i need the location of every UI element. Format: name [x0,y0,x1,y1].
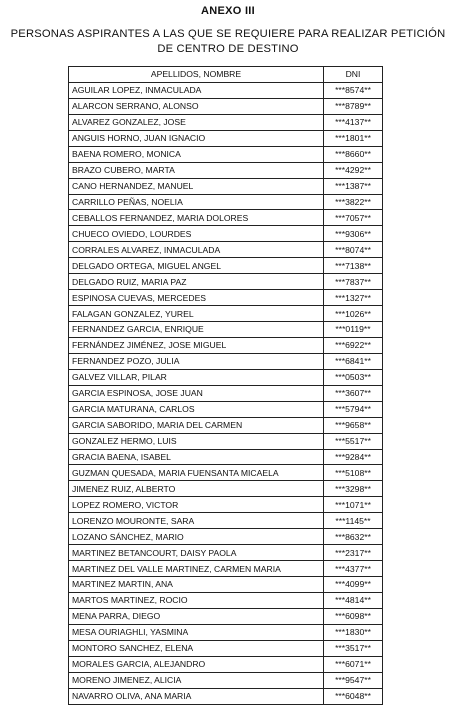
applicant-name-cell: MARTINEZ DEL VALLE MARTINEZ, CARMEN MARIA [69,561,324,577]
table-row [69,178,383,194]
applicant-name-cell: MARTOS MARTINEZ, ROCIO [69,592,324,608]
applicant-name-cell: DELGADO ORTEGA, MIGUEL ANGEL [69,258,324,274]
table-row [69,672,383,688]
applicant-name-cell: LOZANO SÁNCHEZ, MARIO [69,529,324,545]
table-row [69,162,383,178]
applicant-name-cell: MORALES GARCIA, ALEJANDRO [69,656,324,672]
applicant-dni-cell: ***8074** [324,242,383,258]
applicant-name-cell: ALARCON SERRANO, ALONSO [69,98,324,114]
applicant-name-cell: CHUECO OVIEDO, LOURDES [69,226,324,242]
table-row [69,465,383,481]
table-row [69,417,383,433]
applicant-dni-cell: ***7138** [324,258,383,274]
applicant-dni-cell: ***2317** [324,545,383,561]
subtitle-line-1: PERSONAS ASPIRANTES A LAS QUE SE REQUIERE PARA REALIZAR PETICIÓN [10,28,446,40]
applicant-name-cell: FERNANDEZ GARCIA, ENRIQUE [69,322,324,338]
table-row [69,545,383,561]
applicant-name-cell: MONTORO SANCHEZ, ELENA [69,640,324,656]
table-row [69,640,383,656]
table-row [69,258,383,274]
table-body [69,82,383,704]
applicant-dni-cell: ***7057** [324,210,383,226]
applicant-dni-cell: ***5794** [324,401,383,417]
applicant-dni-cell: ***6098** [324,608,383,624]
applicant-name-cell: CEBALLOS FERNANDEZ, MARIA DOLORES [69,210,324,226]
table-row [69,82,383,98]
applicant-name-cell: GONZALEZ HERMO, LUIS [69,433,324,449]
applicant-dni-cell: ***6048** [324,688,383,704]
applicant-name-cell: MESA OURIAGHLI, YASMINA [69,624,324,640]
table-header-row [69,67,383,83]
applicant-dni-cell: ***4814** [324,592,383,608]
applicant-name-cell: GARCIA SABORIDO, MARIA DEL CARMEN [69,417,324,433]
applicant-dni-cell: ***5517** [324,433,383,449]
applicant-name-cell: GRACIA BAENA, ISABEL [69,449,324,465]
applicant-name-cell: GALVEZ VILLAR, PILAR [69,369,324,385]
applicant-name-cell: LOPEZ ROMERO, VICTOR [69,497,324,513]
table-row [69,433,383,449]
applicant-name-cell: MORENO JIMENEZ, ALICIA [69,672,324,688]
table-row [69,226,383,242]
table-row [69,385,383,401]
applicant-name-cell: AGUILAR LOPEZ, INMACULADA [69,82,324,98]
applicant-dni-cell: ***1830** [324,624,383,640]
table-row [69,369,383,385]
applicant-name-cell: ALVAREZ GONZALEZ, JOSE [69,114,324,130]
applicant-dni-cell: ***1026** [324,306,383,322]
applicant-name-cell: GARCIA MATURANA, CARLOS [69,401,324,417]
table-row [69,481,383,497]
document-subtitle [8,27,448,57]
applicant-name-cell: BAENA ROMERO, MONICA [69,146,324,162]
applicant-name-cell: MENA PARRA, DIEGO [69,608,324,624]
table-row [69,497,383,513]
table-row [69,290,383,306]
applicant-dni-cell: ***1801** [324,130,383,146]
applicant-name-cell: DELGADO RUIZ, MARIA PAZ [69,274,324,290]
applicant-dni-cell: ***3517** [324,640,383,656]
applicant-name-cell: GARCIA ESPINOSA, JOSE JUAN [69,385,324,401]
applicant-dni-cell: ***3822** [324,194,383,210]
applicant-name-cell: ANGUIS HORNO, JUAN IGNACIO [69,130,324,146]
applicant-dni-cell: ***0119** [324,322,383,338]
applicant-dni-cell: ***4292** [324,162,383,178]
table-row [69,194,383,210]
applicants-table [68,66,383,705]
applicant-dni-cell: ***5108** [324,465,383,481]
table-row [69,322,383,338]
table-row [69,306,383,322]
table-row [69,210,383,226]
applicant-dni-cell: ***3298** [324,481,383,497]
applicant-dni-cell: ***9306** [324,226,383,242]
applicant-name-cell: GUZMAN QUESADA, MARIA FUENSANTA MICAELA [69,465,324,481]
table-row [69,337,383,353]
applicant-dni-cell: ***4137** [324,114,383,130]
applicant-name-cell: LORENZO MOURONTE, SARA [69,513,324,529]
applicant-dni-cell: ***1327** [324,290,383,306]
table-row [69,98,383,114]
applicant-name-cell: ESPINOSA CUEVAS, MERCEDES [69,290,324,306]
table-row [69,130,383,146]
table-row [69,449,383,465]
table-row [69,114,383,130]
table-row [69,274,383,290]
table-row [69,624,383,640]
applicant-dni-cell: ***1071** [324,497,383,513]
applicant-dni-cell: ***1145** [324,513,383,529]
table-row [69,401,383,417]
applicant-dni-cell: ***8574** [324,82,383,98]
applicant-dni-cell: ***8632** [324,529,383,545]
applicant-dni-cell: ***8660** [324,146,383,162]
applicant-dni-cell: ***9284** [324,449,383,465]
column-header-name: APELLIDOS, NOMBRE [69,67,324,83]
applicant-name-cell: MARTINEZ BETANCOURT, DAISY PAOLA [69,545,324,561]
applicant-dni-cell: ***8789** [324,98,383,114]
applicant-dni-cell: ***6922** [324,337,383,353]
applicant-dni-cell: ***9547** [324,672,383,688]
applicant-name-cell: FERNANDEZ POZO, JULIA [69,353,324,369]
applicant-name-cell: JIMENEZ RUIZ, ALBERTO [69,481,324,497]
table-row [69,577,383,593]
applicant-dni-cell: ***4377** [324,561,383,577]
applicant-name-cell: CARRILLO PEÑAS, NOELIA [69,194,324,210]
applicant-name-cell: MARTINEZ MARTIN, ANA [69,577,324,593]
column-header-dni: DNI [324,67,383,83]
applicant-dni-cell: ***3607** [324,385,383,401]
applicant-name-cell: FERNÁNDEZ JIMÉNEZ, JOSE MIGUEL [69,337,324,353]
applicant-name-cell: BRAZO CUBERO, MARTA [69,162,324,178]
table-row [69,656,383,672]
subtitle-line-2: DE CENTRO DE DESTINO [157,43,299,55]
applicant-dni-cell: ***6071** [324,656,383,672]
applicant-dni-cell: ***9658** [324,417,383,433]
table-row [69,561,383,577]
applicant-dni-cell: ***0503** [324,369,383,385]
applicant-dni-cell: ***6841** [324,353,383,369]
table-row [69,688,383,704]
applicant-name-cell: FALAGAN GONZALEZ, YUREL [69,306,324,322]
table-row [69,608,383,624]
document-title: ANEXO III [200,5,256,17]
applicant-dni-cell: ***7837** [324,274,383,290]
table-row [69,513,383,529]
applicant-name-cell: CANO HERNANDEZ, MANUEL [69,178,324,194]
applicant-dni-cell: ***4099** [324,577,383,593]
applicant-dni-cell: ***1387** [324,178,383,194]
table-row [69,592,383,608]
table-row [69,146,383,162]
applicant-name-cell: CORRALES ALVAREZ, INMACULADA [69,242,324,258]
applicant-name-cell: NAVARRO OLIVA, ANA MARIA [69,688,324,704]
table-row [69,529,383,545]
table-row [69,353,383,369]
table-row [69,242,383,258]
